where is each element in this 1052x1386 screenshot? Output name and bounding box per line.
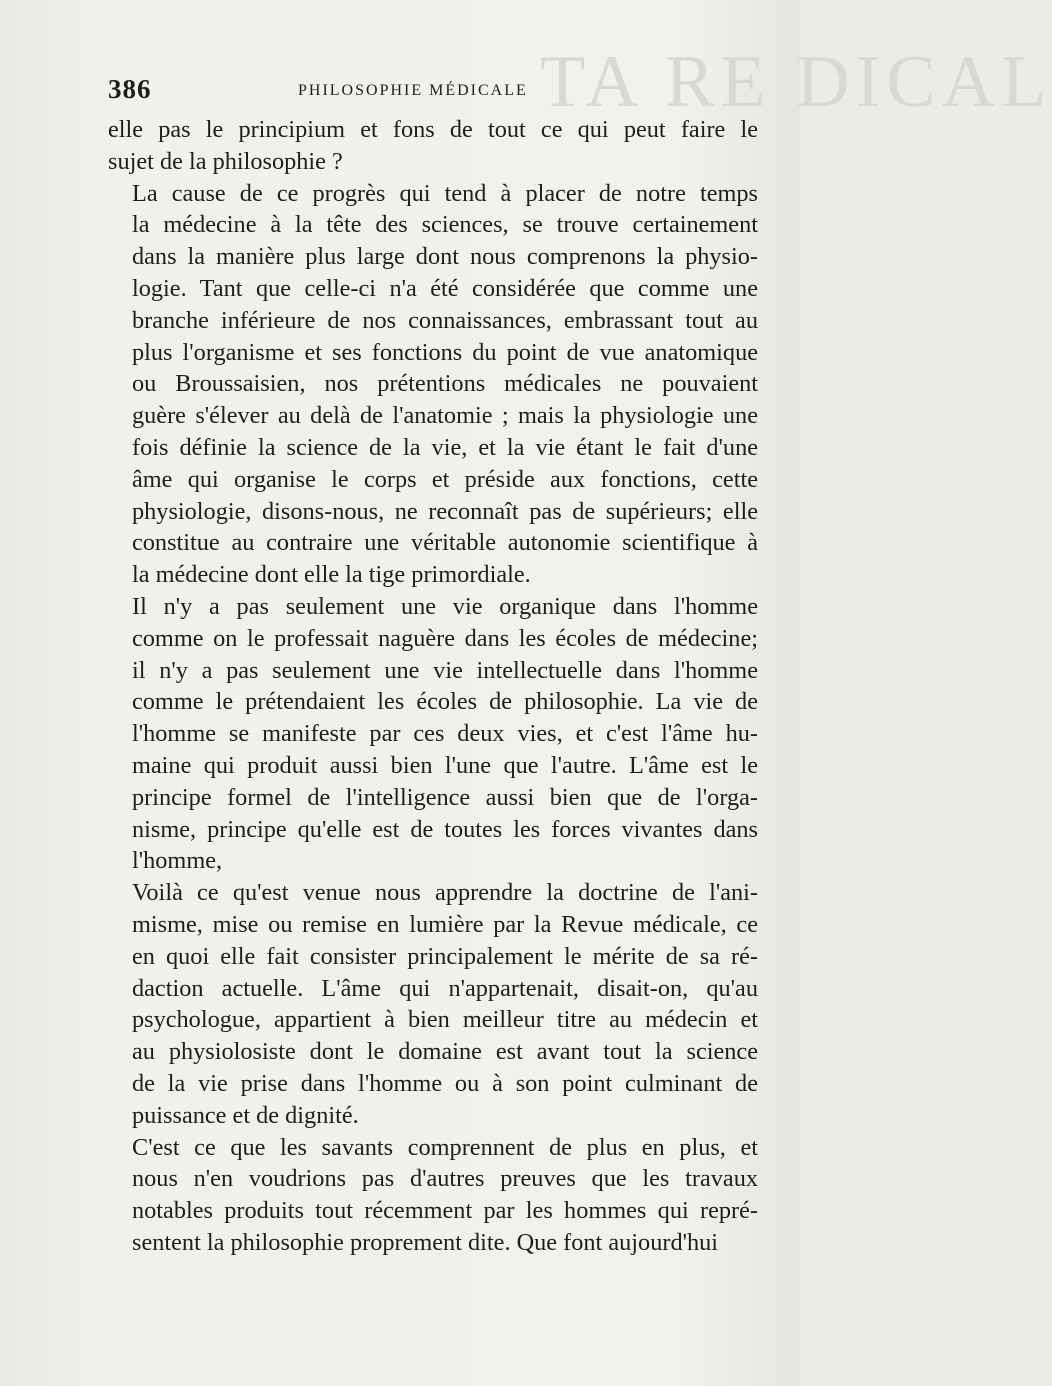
text-line: nisme, principe qu'elle est de toutes les forces vivantes dans	[132, 815, 758, 843]
text-line: plus l'organisme et ses fonctions du point de vue anatomique	[132, 338, 758, 366]
body-text	[108, 114, 758, 1259]
text-line: constitue au contraire une véritable autonomie scientifique à	[132, 529, 758, 557]
text-line: physiologie, disons-nous, ne reconnaît pas de supérieurs; elle	[132, 497, 758, 525]
text-line: nous n'en voudrions pas d'autres preuves que les travaux	[132, 1165, 758, 1193]
paragraph	[108, 178, 758, 591]
text-line: comme le prétendaient les écoles de philosophie. La vie de	[132, 688, 758, 716]
page-number: 386	[108, 74, 152, 104]
text-line: il n'y a pas seulement une vie intellectuelle dans l'homme	[132, 656, 758, 684]
text-line: notables produits tout récemment par les hommes qui repré-	[132, 1197, 758, 1225]
text-line: guère s'élever au delà de l'anatomie ; mais la physiologie une	[132, 402, 758, 430]
text-line: branche inférieure de nos connaissances, embrassant tout au	[132, 306, 758, 334]
text-line: sentent la philosophie proprement dite. Que font aujourd'hui	[132, 1228, 719, 1256]
text-line: La cause de ce progrès qui tend à placer de notre temps	[132, 179, 758, 207]
text-line: elle pas le principium et fons de tout ce qui peut faire le	[108, 116, 758, 143]
bleed-through-text: TA RE DICAL	[540, 41, 1052, 123]
text-line: dans la manière plus large dont nous comprenons la physio-	[132, 243, 758, 271]
text-line: logie. Tant que celle-ci n'a été considérée que comme une	[132, 274, 758, 302]
text-line: daction actuelle. L'âme qui n'appartenait, disait-on, qu'au	[132, 974, 758, 1002]
paragraph	[108, 591, 758, 877]
text-line: ou Broussaisien, nos prétentions médicales ne pouvaient	[132, 370, 758, 398]
paragraph	[108, 877, 758, 1131]
text-line: comme on le professait naguère dans les écoles de médecine;	[132, 624, 758, 652]
text-line: de la vie prise dans l'homme ou à son point culminant de	[132, 1069, 758, 1097]
text-line: Voilà ce qu'est venue nous apprendre la doctrine de l'ani-	[132, 879, 758, 907]
paragraph	[108, 114, 758, 178]
text-line: l'homme,	[132, 847, 223, 875]
paragraph	[108, 1132, 758, 1259]
text-line: la médecine dont elle la tige primordiale.	[132, 561, 531, 589]
text-line: psychologue, appartient à bien meilleur titre au médecin et	[132, 1006, 758, 1034]
text-line: sujet de la philosophie ?	[108, 147, 343, 175]
text-line: au physiolosiste dont le domaine est avant tout la science	[132, 1038, 758, 1066]
text-line: maine qui produit aussi bien l'une que l'autre. L'âme est le	[132, 751, 758, 779]
page-header	[108, 74, 758, 110]
text-line: l'homme se manifeste par ces deux vies, et c'est l'âme hu-	[132, 720, 758, 748]
text-line: principe formel de l'intelligence aussi bien que de l'orga-	[132, 783, 758, 811]
text-line: en quoi elle fait consister principalement le mérite de sa ré-	[132, 942, 758, 970]
text-line: fois définie la science de la vie, et la vie étant le fait d'une	[132, 433, 758, 461]
text-line: Il n'y a pas seulement une vie organique dans l'homme	[132, 592, 758, 620]
text-line: puissance et de dignité.	[132, 1101, 359, 1129]
text-line: C'est ce que les savants comprennent de plus en plus, et	[132, 1133, 758, 1161]
text-line: âme qui organise le corps et préside aux fonctions, cette	[132, 465, 758, 493]
text-line: misme, mise ou remise en lumière par la Revue médicale, ce	[132, 910, 758, 938]
text-line: la médecine à la tête des sciences, se trouve certainement	[132, 211, 758, 239]
running-title: PHILOSOPHIE MÉDICALE	[298, 82, 528, 99]
